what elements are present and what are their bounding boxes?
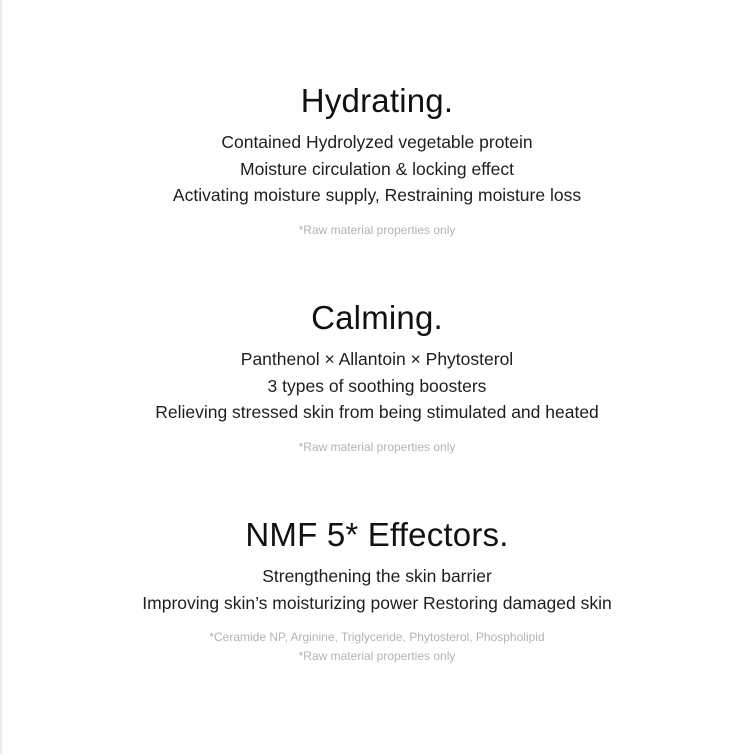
description-line: Moisture circulation & locking effect	[240, 158, 514, 179]
description-line: Relieving stressed skin from being stimulated and heated	[155, 402, 599, 422]
hydrating-section	[0, 81, 754, 240]
calming-description	[0, 346, 754, 426]
nmf-effectors-heading: NMF 5* Effectors.	[245, 516, 509, 553]
hydrating-description	[0, 129, 754, 209]
calming-footnotes	[0, 438, 754, 457]
footnote: *Raw material properties only	[298, 649, 456, 663]
description-line: Strengthening the skin barrier	[262, 566, 492, 586]
description-line: Contained Hydrolyzed vegetable protein	[221, 132, 533, 152]
footnote: *Raw material properties only	[298, 222, 456, 237]
hydrating-footnotes	[0, 221, 754, 240]
hydrating-heading: Hydrating.	[300, 82, 454, 119]
calming-section	[0, 298, 754, 457]
nmf-effectors-section	[0, 515, 754, 666]
footnote: *Ceramide NP, Arginine, Triglyceride, Phytosterol, Phospholipid	[209, 630, 545, 644]
nmf-effectors-footnotes	[0, 628, 754, 666]
description-line: Panthenol × Allantoin × Phytosterol	[240, 349, 514, 369]
description-line: Activating moisture supply, Restraining moisture loss	[172, 185, 582, 205]
description-line: 3 types of soothing boosters	[267, 375, 487, 396]
description-line: Improving skin’s moisturizing power Restoring damaged skin	[142, 592, 612, 613]
calming-heading: Calming.	[311, 299, 443, 336]
nmf-effectors-description	[0, 563, 754, 616]
footnote: *Raw material properties only	[298, 439, 456, 454]
